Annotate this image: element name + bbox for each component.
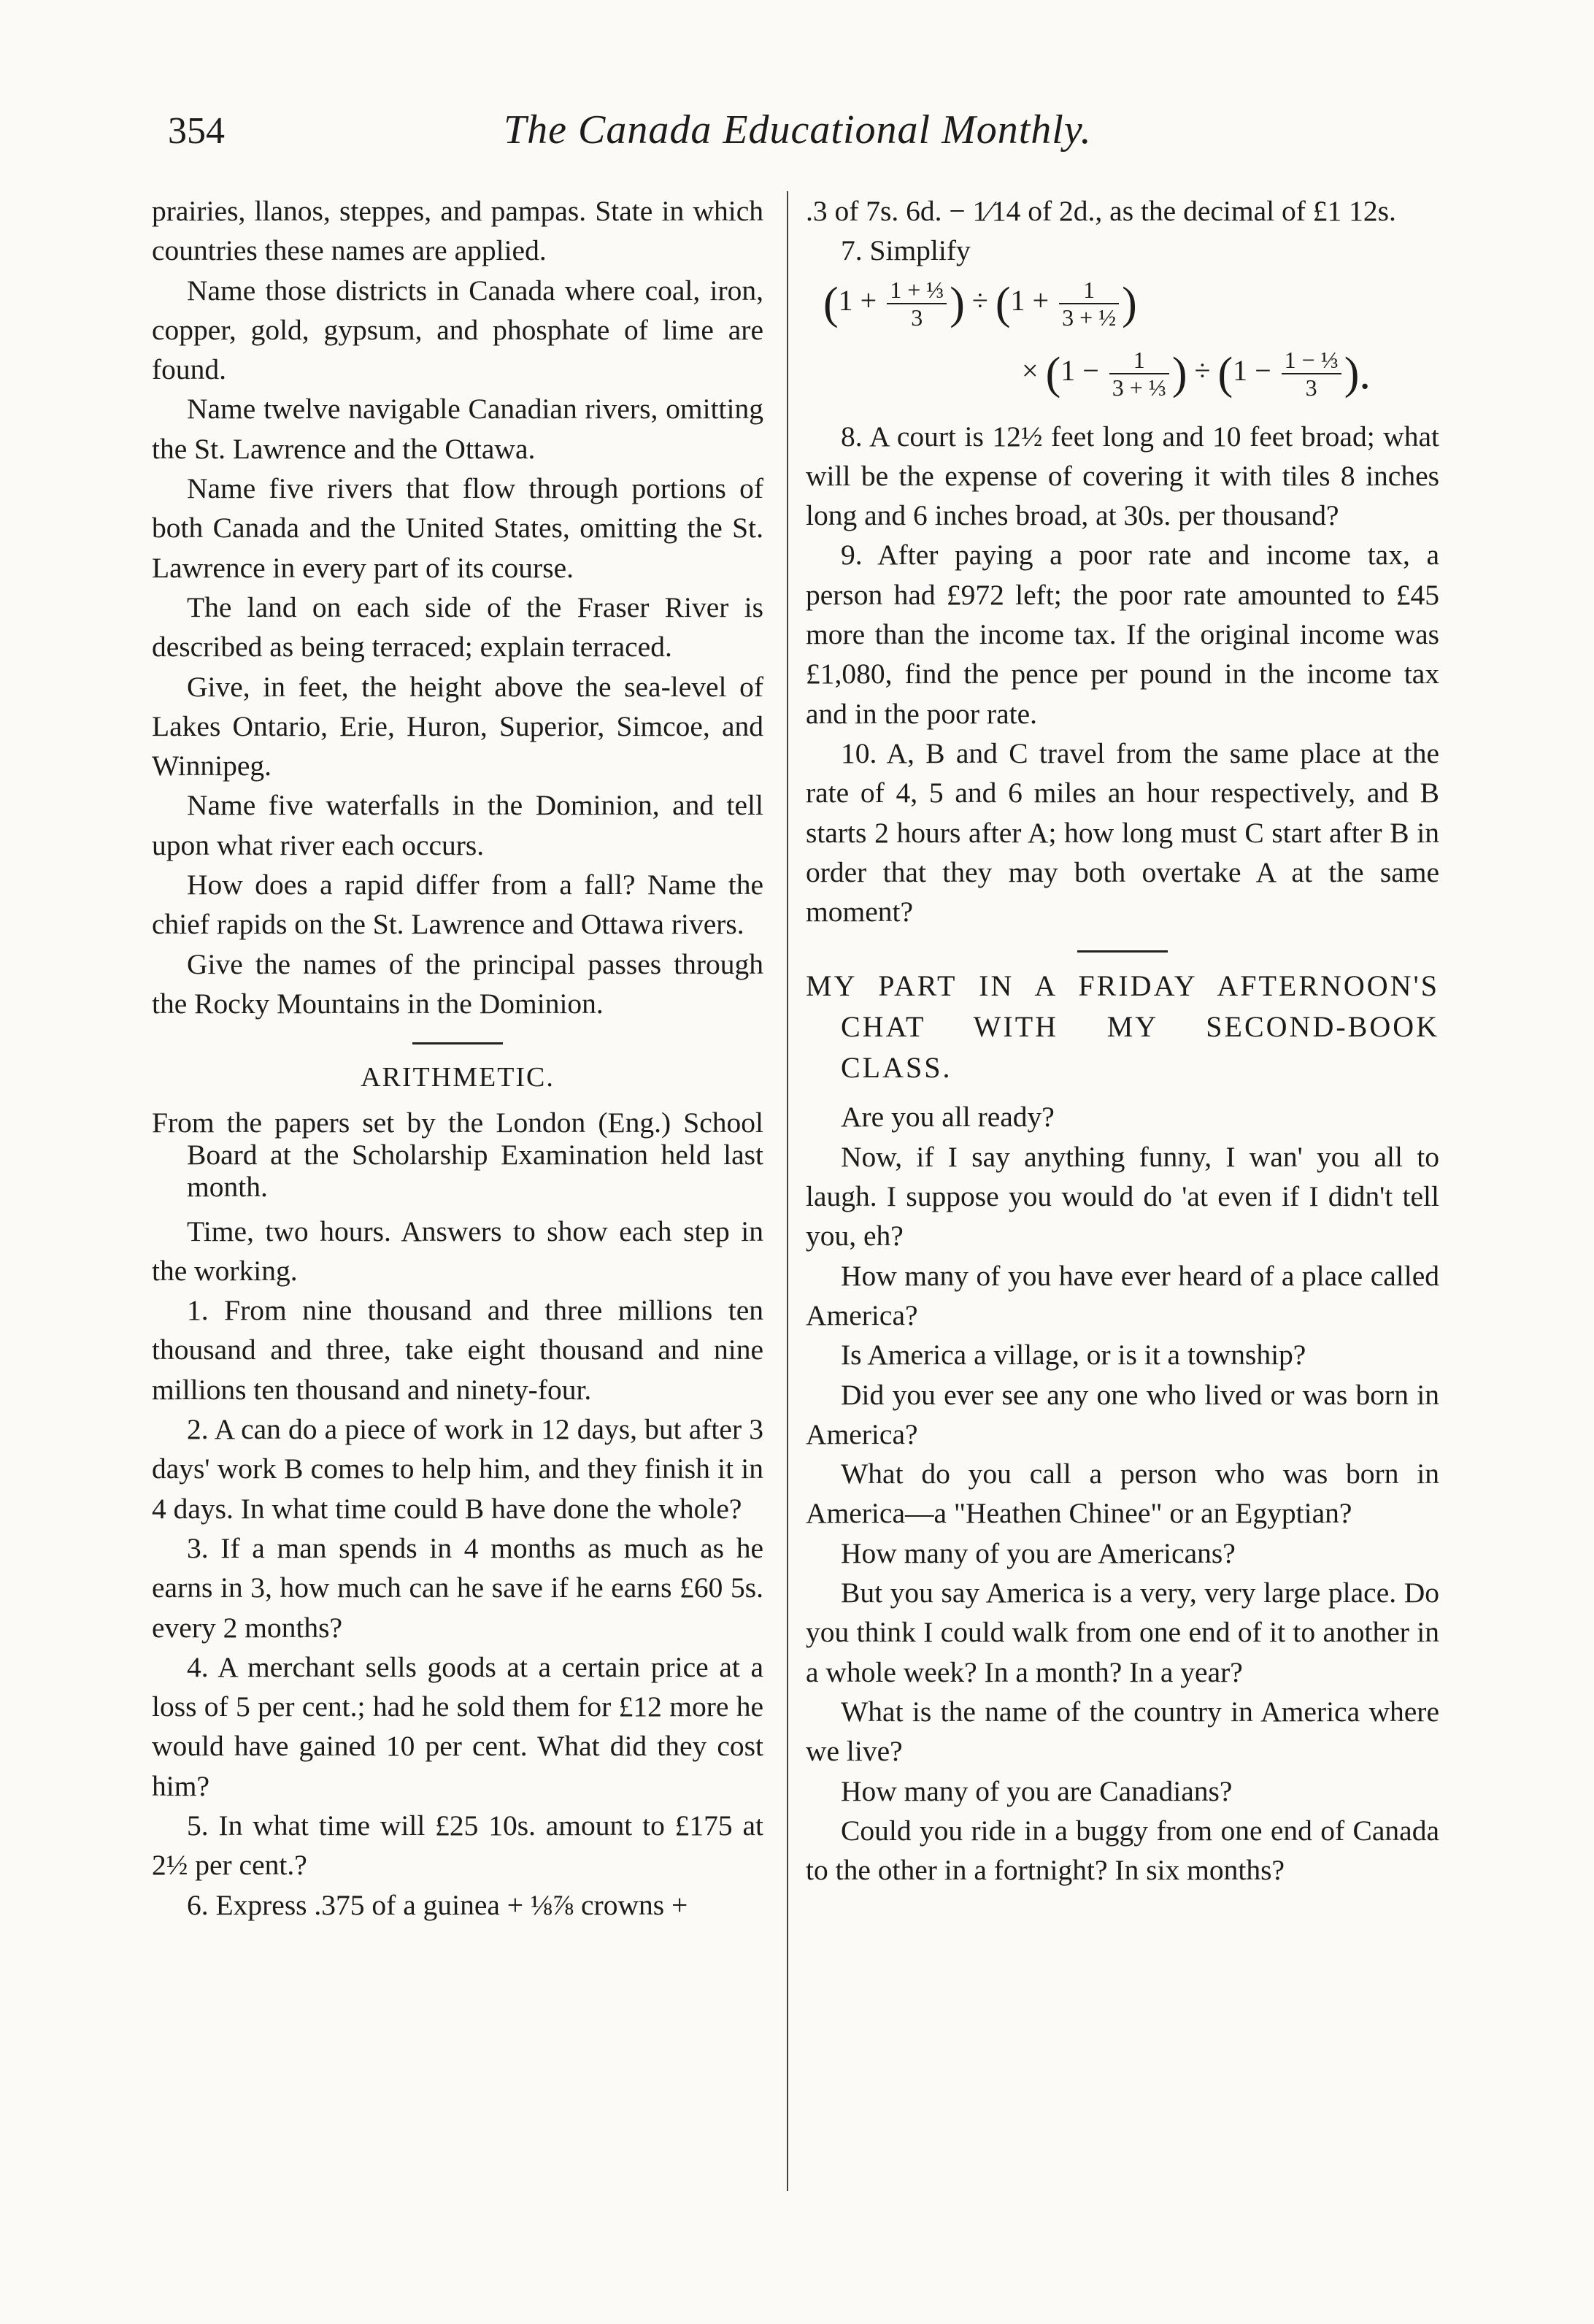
essay-paragraph: Is America a village, or is it a township? — [841, 1339, 1306, 1371]
geography-question: Name five waterfalls in the Dominion, and tell upon what river each occurs. — [152, 789, 763, 861]
arithmetic-question: 5. In what time will £25 10s. amount to £175 at 2½ per cent.? — [152, 1809, 763, 1882]
page-number: 354 — [168, 110, 225, 152]
arithmetic-question: 9. After paying a poor rate and income tax, a person had £972 left; the poor rate amounted to £45 more than the income tax. If the original income was £1,080, find the pence per pound in the income tax and in the poor rate. — [806, 539, 1439, 730]
essay-title: MY PART IN A FRIDAY AFTERNOON'S CHAT WITH MY SECOND-BOOK CLASS. — [806, 969, 1439, 1085]
fraction: $\frac{1}{\text{3 + ½}}$ — [1059, 277, 1119, 331]
arithmetic-heading: ARITHMETIC. — [361, 1062, 555, 1093]
essay-paragraph: How many of you are Canadians? — [841, 1774, 1233, 1807]
arithmetic-question: 3. If a man spends in 4 months as much as he earns in 3, how much can he save if he earns £60 5s. every 2 months? — [152, 1531, 763, 1644]
essay-paragraph: But you say America is a very, very large place. Do you think I could walk from one end of it to another in a whole week? In a month? In a year? — [806, 1577, 1439, 1688]
arithmetic-question: 10. A, B and C travel from the same place at the rate of 4, 5 and 6 miles an hour respectively, and B starts 2 hours after A; how long must C start after B in order that they may both overtake A at the same moment? — [806, 736, 1439, 928]
expression-line-2: × (1 − $\frac{1}{\text{3 + ⅓}}$ ) ÷ (1 − $\frac{\text{1 − ⅓}}{3}$ ). — [1022, 346, 1371, 401]
fraction: $\frac{\text{1 − ⅓}}{3}$ — [1282, 347, 1341, 401]
geography-question: Name twelve navigable Canadian rivers, omitting the St. Lawrence and the Ottawa. — [152, 393, 763, 465]
right-column — [806, 191, 1439, 1890]
essay-paragraph: How many of you have ever heard of a place called America? — [806, 1259, 1439, 1331]
geography-question: prairies, llanos, steppes, and pampas. State in which countries these names are applied. — [152, 195, 763, 267]
essay-paragraph: What is the name of the country in America where we live? — [806, 1695, 1439, 1768]
essay-paragraph: How many of you are Americans? — [841, 1536, 1236, 1569]
geography-question: Name those districts in Canada where coal, iron, copper, gold, gypsum, and phosphate of lime are found. — [152, 274, 763, 386]
simplify-expression — [806, 271, 1439, 417]
left-column — [152, 191, 763, 1925]
column-divider — [787, 191, 788, 2191]
arithmetic-question: 4. A merchant sells goods at a certain price at a loss of 5 per cent.; had he sold them for £12 more he would have gained 10 per cent. What did they cost him? — [152, 1650, 763, 1802]
section-rule — [412, 1042, 503, 1044]
geography-question: Give the names of the principal passes through the Rocky Mountains in the Dominion. — [152, 947, 763, 1020]
running-title: The Canada Educational Monthly. — [504, 107, 1092, 153]
source-note: From the papers set by the London (Eng.) School Board at the Scholarship Examination held last month. — [152, 1106, 763, 1203]
essay-paragraph: Now, if I say anything funny, I wan' you all to laugh. I suppose you would do 'at even if I didn't tell you, eh? — [806, 1140, 1439, 1253]
fraction: $\frac{\text{1 + ⅓}}{3}$ — [887, 277, 947, 331]
question-7-label: 7. Simplify — [841, 234, 971, 267]
arithmetic-question: 6. Express .375 of a guinea + ⅛⅞ crowns + — [187, 1888, 688, 1921]
geography-question: Give, in feet, the height above the sea-level of Lakes Ontario, Erie, Huron, Superior, Simcoe, and Winnipeg. — [152, 670, 763, 782]
fraction: $\frac{1}{\text{3 + ⅓}}$ — [1109, 347, 1169, 401]
question-6-continued: .3 of 7s. 6d. − 1⁄14 of 2d., as the decimal of £1 12s. — [806, 195, 1396, 227]
geography-question: Name five rivers that flow through portions of both Canada and the United States, omitting the St. Lawrence in every part of its course. — [152, 472, 763, 584]
time-note: Time, two hours. Answers to show each step in the working. — [152, 1215, 763, 1287]
section-rule — [1077, 950, 1168, 953]
arithmetic-question: 1. From nine thousand and three millions ten thousand and three, take eight thousand and nine millions ten thousand and ninety-four. — [152, 1294, 763, 1406]
arithmetic-question: 8. A court is 12½ feet long and 10 feet broad; what will be the expense of covering it with tiles 8 inches long and 6 inches broad, at 30s. per thousand? — [806, 420, 1439, 532]
geography-question: How does a rapid differ from a fall? Name the chief rapids on the St. Lawrence and Ottawa rivers. — [152, 869, 763, 941]
essay-paragraph: Did you ever see any one who lived or was born in America? — [806, 1378, 1439, 1450]
expression-line-1: (1 + $\frac{\text{1 + ⅓}}{3}$ ) ÷ (1 + $\frac{1}{\text{3 + ½}}$ ) — [823, 276, 1137, 331]
arithmetic-question: 2. A can do a piece of work in 12 days, but after 3 days' work B comes to help him, and they finish it in 4 days. In what time could B have done the whole? — [152, 1413, 763, 1525]
essay-paragraph: Could you ride in a buggy from one end of Canada to the other in a fortnight? In six months? — [806, 1814, 1439, 1887]
geography-question: The land on each side of the Fraser River is described as being terraced; explain terraced. — [152, 590, 763, 663]
essay-paragraph: What do you call a person who was born in America—a "Heathen Chinee" or an Egyptian? — [806, 1458, 1439, 1530]
essay-paragraph: Are you all ready? — [841, 1101, 1055, 1134]
